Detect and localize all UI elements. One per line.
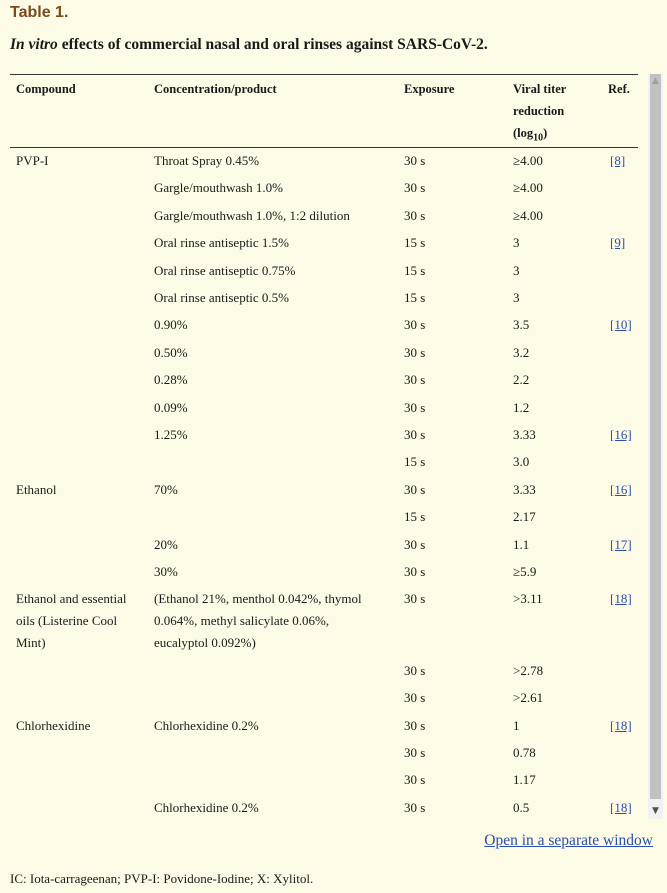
- cell-concentration: Oral rinse antiseptic 0.5%: [154, 290, 290, 305]
- cell-exposure: 15 s: [404, 509, 426, 524]
- cell-exposure: 15 s: [404, 290, 426, 305]
- cell-viral-titer: 3.0: [513, 454, 530, 469]
- cell-exposure: 30 s: [404, 663, 426, 678]
- cell-viral-titer: 0.5: [513, 800, 530, 815]
- cell-concentration: 20%: [154, 537, 178, 552]
- cell-viral-titer: 2.2: [513, 372, 530, 387]
- cell-concentration: (Ethanol 21%, menthol 0.042%, thymol 0.064%, methyl salicylate 0.06%, eucalyptol 0.092%): [154, 591, 362, 650]
- caption-italic: In vitro: [10, 36, 58, 53]
- open-separate-window-link[interactable]: Open in a separate window: [484, 832, 653, 849]
- header-viral-line1: Viral titer: [513, 82, 567, 96]
- cell-compound: Ethanol: [16, 482, 57, 497]
- cell-ref-link[interactable]: [16]: [610, 427, 632, 442]
- cell-viral-titer: 3.33: [513, 427, 536, 442]
- cell-viral-titer: 0.78: [513, 745, 536, 760]
- cell-concentration: Gargle/mouthwash 1.0%: [154, 180, 284, 195]
- cell-viral-titer: >3.11: [513, 591, 543, 606]
- cell-viral-titer: 1: [513, 718, 520, 733]
- cell-viral-titer: 3: [513, 263, 520, 278]
- cell-exposure: 30 s: [404, 180, 426, 195]
- cell-exposure: 30 s: [404, 745, 426, 760]
- cell-exposure: 30 s: [404, 537, 426, 552]
- cell-concentration: 0.50%: [154, 345, 188, 360]
- cell-viral-titer: 3: [513, 290, 520, 305]
- cell-concentration: 70%: [154, 482, 178, 497]
- cell-compound: PVP-I: [16, 153, 49, 168]
- scroll-up-arrow-icon[interactable]: ▲: [652, 76, 659, 86]
- cell-concentration: Gargle/mouthwash 1.0%, 1:2 dilution: [154, 208, 350, 223]
- header-exposure: Exposure: [404, 82, 455, 96]
- cell-viral-titer: >2.61: [513, 690, 544, 705]
- cell-exposure: 15 s: [404, 263, 426, 278]
- cell-concentration: Oral rinse antiseptic 0.75%: [154, 263, 296, 278]
- cell-viral-titer: >2.78: [513, 663, 544, 678]
- cell-concentration: Chlorhexidine 0.2%: [154, 800, 259, 815]
- scroll-down-arrow-icon[interactable]: ▼: [652, 806, 659, 816]
- cell-concentration: 1.25%: [154, 427, 188, 442]
- table-caption: [10, 36, 488, 54]
- cell-viral-titer: ≥5.9: [513, 564, 537, 579]
- cell-viral-titer: 3: [513, 235, 520, 250]
- caption-text: effects of commercial nasal and oral rinses against SARS-CoV-2.: [57, 36, 488, 53]
- cell-exposure: 30 s: [404, 345, 426, 360]
- cell-exposure: 30 s: [404, 800, 426, 815]
- cell-viral-titer: 2.17: [513, 509, 536, 524]
- cell-exposure: 30 s: [404, 772, 426, 787]
- header-viral-close: ): [543, 126, 548, 140]
- cell-concentration: 0.28%: [154, 372, 188, 387]
- cell-ref-link[interactable]: [18]: [610, 800, 632, 815]
- cell-exposure: 30 s: [404, 482, 426, 497]
- header-viral-line2: reduction: [513, 104, 565, 118]
- cell-concentration: 0.09%: [154, 400, 188, 415]
- header-viral-line3: [513, 122, 566, 150]
- table-scroll-area[interactable]: [10, 74, 659, 819]
- cell-exposure: 30 s: [404, 372, 426, 387]
- cell-concentration: 30%: [154, 564, 178, 579]
- cell-exposure: 30 s: [404, 718, 426, 733]
- cell-exposure: 30 s: [404, 317, 426, 332]
- cell-ref-link[interactable]: [9]: [610, 235, 626, 250]
- cell-exposure: 30 s: [404, 153, 426, 168]
- header-compound: Compound: [16, 82, 76, 96]
- table-label: Table 1.: [10, 4, 69, 21]
- cell-exposure: 30 s: [404, 427, 426, 442]
- header-viral-log: (log: [513, 126, 534, 140]
- cell-ref-link[interactable]: [18]: [610, 718, 632, 733]
- cell-viral-titer: 1.1: [513, 537, 530, 552]
- cell-ref-link[interactable]: [16]: [610, 482, 632, 497]
- table-top-rule: [10, 74, 638, 75]
- cell-exposure: 30 s: [404, 690, 426, 705]
- cell-viral-titer: 3.5: [513, 317, 530, 332]
- cell-concentration: 0.90%: [154, 317, 188, 332]
- cell-concentration: Chlorhexidine 0.2%: [154, 718, 259, 733]
- cell-viral-titer: ≥4.00: [513, 180, 543, 195]
- cell-ref-link[interactable]: [18]: [610, 591, 632, 606]
- cell-exposure: 15 s: [404, 235, 426, 250]
- cell-viral-titer: 1.17: [513, 772, 536, 787]
- cell-viral-titer: ≥4.00: [513, 208, 543, 223]
- cell-exposure: 15 s: [404, 454, 426, 469]
- cell-exposure: 30 s: [404, 591, 426, 606]
- cell-viral-titer: ≥4.00: [513, 153, 543, 168]
- cell-exposure: 30 s: [404, 400, 426, 415]
- cell-concentration: Throat Spray 0.45%: [154, 153, 260, 168]
- header-concentration: Concentration/product: [154, 82, 277, 96]
- cell-exposure: 30 s: [404, 564, 426, 579]
- cell-viral-titer: 3.33: [513, 482, 536, 497]
- cell-ref-link[interactable]: [8]: [610, 153, 626, 168]
- cell-concentration: Oral rinse antiseptic 1.5%: [154, 235, 290, 250]
- table-footnote: IC: Iota-carrageenan; PVP-I: Povidone-Iodine; X: Xylitol.: [10, 871, 314, 886]
- header-viral-sub: 10: [533, 132, 544, 144]
- cell-compound: Ethanol and essential oils (Listerine Cool Mint): [16, 591, 127, 650]
- cell-ref-link[interactable]: [17]: [610, 537, 632, 552]
- cell-exposure: 30 s: [404, 208, 426, 223]
- scrollbar-thumb[interactable]: [650, 74, 661, 799]
- cell-viral-titer: 1.2: [513, 400, 530, 415]
- vertical-scrollbar[interactable]: [648, 74, 663, 819]
- cell-compound: Chlorhexidine: [16, 718, 91, 733]
- header-viral-titer: [513, 78, 566, 150]
- table-header-rule: [10, 147, 638, 148]
- header-ref: Ref.: [608, 82, 630, 96]
- cell-viral-titer: 3.2: [513, 345, 530, 360]
- cell-ref-link[interactable]: [10]: [610, 317, 632, 332]
